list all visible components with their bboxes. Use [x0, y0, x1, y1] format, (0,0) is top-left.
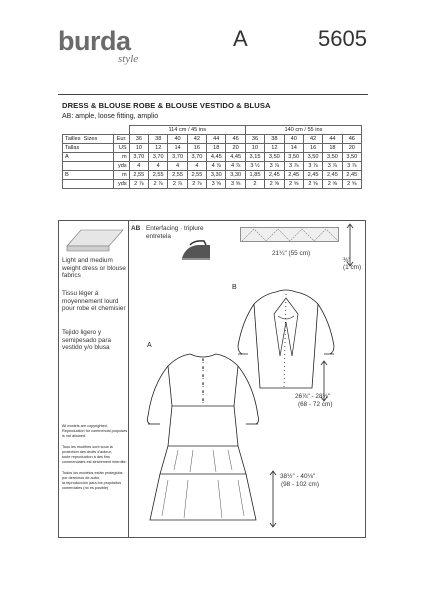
- size-label-en: Sizes: [83, 136, 98, 142]
- table-row: [63, 135, 362, 144]
- tie-strip-diagram: [240, 227, 340, 247]
- table-row: [63, 180, 362, 189]
- blouse-b-illustration: [236, 286, 356, 406]
- table-cell: 2,55: [187, 171, 206, 180]
- pattern-title: DRESS & BLOUSE ROBE & BLOUSE VESTIDO & BLUSA: [62, 101, 271, 110]
- table-cell: 3,50: [323, 153, 342, 162]
- table-cell: 2 ⅝: [284, 180, 303, 189]
- view-letter: A: [233, 26, 248, 51]
- table-cell: 42: [303, 135, 322, 144]
- row-unit: m: [113, 153, 129, 162]
- blouse-length-cm: (68 - 72 cm): [298, 401, 333, 408]
- view-b-label: B: [232, 284, 237, 291]
- iron-icon: [180, 240, 212, 262]
- table-cell: 38: [149, 135, 168, 144]
- table-cell: 16: [303, 144, 322, 153]
- table-row: [63, 171, 362, 180]
- copyright-notice: [62, 424, 128, 491]
- table-cell: 4 ⅞: [226, 162, 245, 171]
- pattern-number: 5605: [318, 26, 367, 51]
- row-unit: yds: [113, 162, 129, 171]
- table-cell: 14: [284, 144, 303, 153]
- blouse-length: 26⅞" - 28⅜": [295, 393, 331, 400]
- table-cell: 2 ⅝: [265, 180, 284, 189]
- table-cell: 36: [129, 135, 148, 144]
- table-cell: 3,15: [245, 153, 264, 162]
- table-cell: 4: [187, 162, 206, 171]
- dress-length-arrow: [268, 470, 278, 528]
- interfacing-label: Enterfacing · triplure: [146, 225, 204, 232]
- table-cell: 42: [187, 135, 206, 144]
- dress-length-cm: (98 - 102 cm): [281, 481, 320, 488]
- table-cell: 2,55: [149, 171, 168, 180]
- table-cell: 3,50: [303, 153, 322, 162]
- table-cell: 2,55: [129, 171, 148, 180]
- table-cell: 38: [265, 135, 284, 144]
- table-cell: 2 ⅝: [342, 180, 361, 189]
- table-row: [63, 144, 362, 153]
- row-view: [63, 162, 114, 171]
- table-cell: 18: [207, 144, 226, 153]
- tie-width: ⅜": [343, 257, 351, 264]
- table-cell: 10: [245, 144, 264, 153]
- view-a-label: A: [147, 342, 152, 349]
- fabric-text-en: Light and medium weight dress or blouse fabrics: [62, 257, 126, 280]
- copyright-fr2: toute reproduction à des fins commerciales est strictement interdite.: [62, 455, 127, 464]
- table-cell: 12: [265, 144, 284, 153]
- table-cell: 2 ⅞: [129, 180, 148, 189]
- table-cell: 2,45: [303, 171, 322, 180]
- table-cell: 12: [149, 144, 168, 153]
- table-cell: 46: [226, 135, 245, 144]
- fabric-text-es: Tejido ligero y semipesado para vestido y/o blusa: [62, 329, 112, 352]
- row-view: B: [63, 171, 114, 180]
- row-view: A: [63, 153, 114, 162]
- tie-width-cm: (1 cm): [343, 264, 362, 271]
- table-cell: 3,70: [149, 153, 168, 162]
- width-114: 114 cm / 45 ins: [129, 126, 245, 135]
- header-divider: [58, 94, 368, 95]
- table-cell: 3,30: [207, 171, 226, 180]
- table-cell: 3,50: [284, 153, 303, 162]
- table-cell: 4,45: [226, 153, 245, 162]
- table-cell: 2,45: [342, 171, 361, 180]
- table-cell: 20: [226, 144, 245, 153]
- table-cell: 3,50: [265, 153, 284, 162]
- copyright-en2: Reproduction for commercial purposes is not allowed.: [62, 429, 128, 438]
- tallas-label: Tallas: [63, 144, 114, 153]
- frame-divider: [128, 220, 129, 538]
- eur-label: Eur.: [113, 135, 129, 144]
- table-cell: 4: [129, 162, 148, 171]
- table-cell: 2 ⅝: [303, 180, 322, 189]
- table-cell: 2: [245, 180, 264, 189]
- width-140: 140 cm / 55 ins: [245, 126, 361, 135]
- yardage-table: [62, 125, 362, 189]
- copyright-fr1: Tous les modèles sont sous la protection des droits d'auteur,: [62, 445, 113, 454]
- brand-logo-sub: style: [118, 53, 139, 65]
- dress-length: 38½" - 40⅛": [280, 473, 316, 480]
- table-cell: 1,85: [245, 171, 264, 180]
- table-cell: 3,30: [226, 171, 245, 180]
- table-cell: 44: [207, 135, 226, 144]
- table-cell: 46: [342, 135, 361, 144]
- interfacing-label-es: entretela: [146, 233, 171, 240]
- fabric-text-fr: Tissu léger à moyennement lourd pour robe et chemisier: [62, 290, 126, 313]
- table-cell: 3 ⅞: [284, 162, 303, 171]
- table-cell: 3,70: [129, 153, 148, 162]
- row-unit: yds: [113, 180, 129, 189]
- copyright-en1: All models are copyrighted.: [62, 424, 108, 428]
- table-row: [63, 126, 362, 135]
- table-cell: 4,45: [207, 153, 226, 162]
- interfacing-views: AB: [131, 225, 141, 232]
- table-cell: 4 ⅞: [207, 162, 226, 171]
- table-cell: 36: [245, 135, 264, 144]
- us-label: US: [113, 144, 129, 153]
- table-cell: 3 ⅞: [265, 162, 284, 171]
- copyright-es1: Todos los modelos están protegidos por derechos de autor,: [62, 471, 123, 480]
- table-cell: 3 ⅝: [226, 180, 245, 189]
- table-cell: 3,50: [342, 153, 361, 162]
- size-label-fr: Tailles: [65, 136, 81, 142]
- fit-description: AB: ample, loose fitting, amplio: [62, 113, 159, 120]
- table-cell: 3 ⅞: [342, 162, 361, 171]
- fabric-swatch-icon: [63, 224, 125, 254]
- tie-length: 21¼" (55 cm): [272, 250, 311, 257]
- table-cell: 2,45: [323, 171, 342, 180]
- table-cell: 40: [168, 135, 187, 144]
- table-cell: 3 ⅞: [303, 162, 322, 171]
- table-row: [63, 153, 362, 162]
- table-cell: 2 ⅞: [187, 180, 206, 189]
- table-cell: 2 ⅞: [149, 180, 168, 189]
- brand-logo: burda: [58, 26, 131, 56]
- table-cell: 2 ⅝: [323, 180, 342, 189]
- table-cell: 18: [323, 144, 342, 153]
- table-cell: 10: [129, 144, 148, 153]
- copyright-es2: la reproducción para los propósitos comerciales (no es posible): [62, 481, 122, 490]
- table-cell: 3 ⅞: [323, 162, 342, 171]
- table-cell: 20: [342, 144, 361, 153]
- table-cell: 4: [149, 162, 168, 171]
- table-cell: 2,45: [284, 171, 303, 180]
- table-cell: 44: [323, 135, 342, 144]
- table-cell: 2 ⅞: [168, 180, 187, 189]
- table-cell: 40: [284, 135, 303, 144]
- table-cell: 3 ½: [245, 162, 264, 171]
- table-cell: 4: [168, 162, 187, 171]
- row-view: [63, 180, 114, 189]
- table-cell: 3,70: [187, 153, 206, 162]
- table-row: [63, 162, 362, 171]
- table-cell: 14: [168, 144, 187, 153]
- table-cell: 2,45: [265, 171, 284, 180]
- row-unit: m: [113, 171, 129, 180]
- table-cell: 3 ⅝: [207, 180, 226, 189]
- table-cell: 16: [187, 144, 206, 153]
- table-cell: 2,55: [168, 171, 187, 180]
- table-cell: 3,70: [168, 153, 187, 162]
